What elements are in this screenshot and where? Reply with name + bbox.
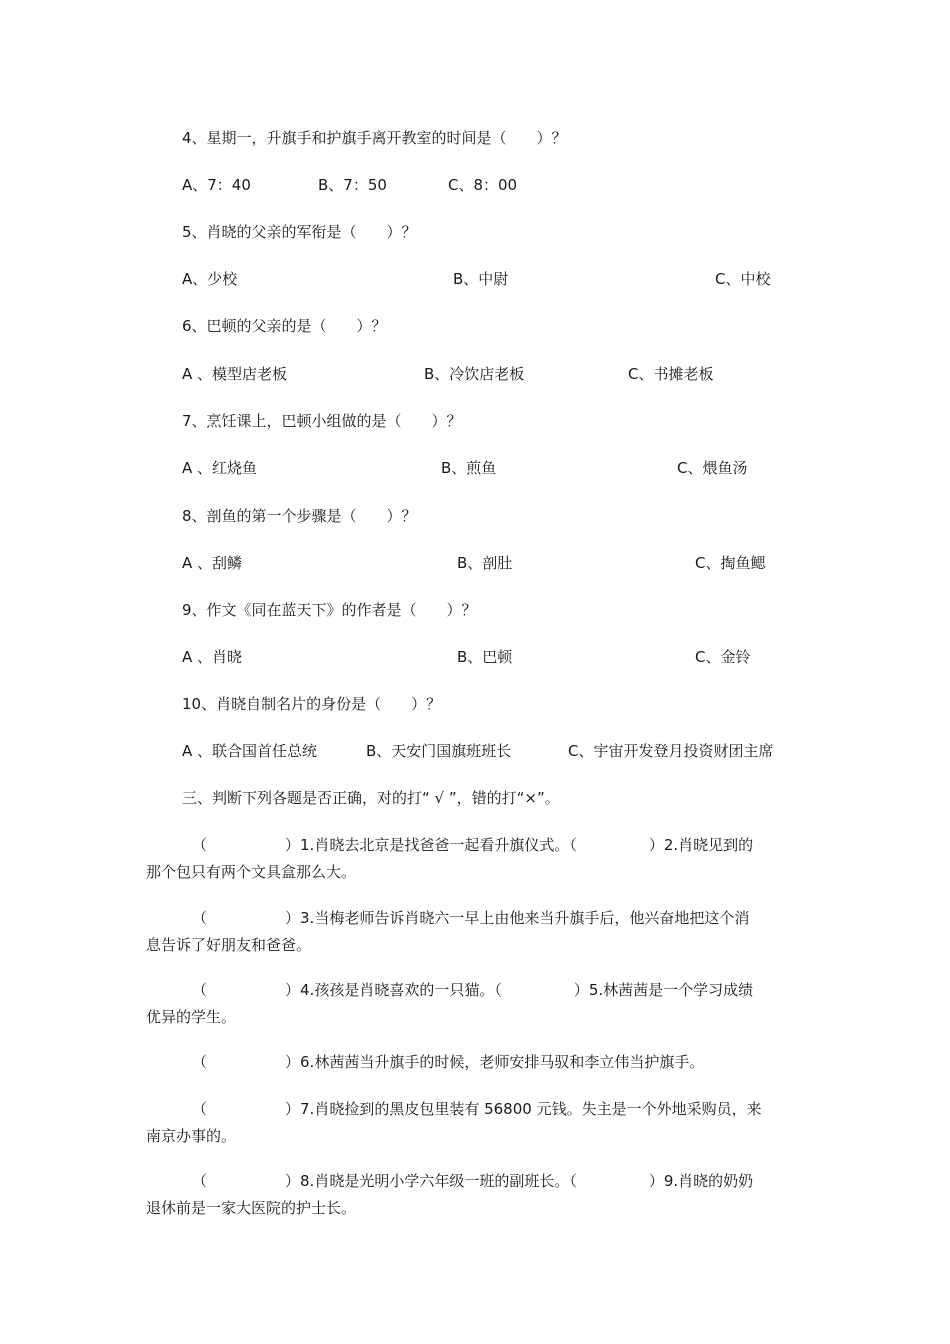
q4-option-b: B、7：50 [318,176,387,194]
q8-option-c: C、掏鱼鳃 [695,554,766,572]
statement-7: ）7.肖晓捡到的黑皮包里装有 56800 元钱。失主是一个外地采购员，来 [285,1100,762,1118]
judge-item-4-5 [146,977,806,1031]
q8-option-b: B、剖肚 [457,554,513,572]
statement-4: ）4.孩孩是肖晓喜欢的一只猫。（ [285,981,502,999]
q4-option-c: C、8：00 [448,176,518,194]
q10-option-c: C、宇宙开发登月投资财团主席 [568,742,774,760]
q9-option-a: A 、肖晓 [182,648,243,666]
statement-6: ）6.林茜茜当升旗手的时候，老师安排马驭和李立伟当护旗手。 [285,1053,705,1071]
blank-open: （ [192,1172,208,1190]
statement-9-cont: 退休前是一家大医院的护士长。 [146,1199,357,1217]
q4-option-a: A、7：40 [182,176,251,194]
question-9: 9、作文《同在蓝天下》的作者是（ ）？ [182,601,477,619]
question-7: 7、烹饪课上，巴顿小组做的是（ ）？ [182,412,462,430]
blank-open: （ [192,1100,208,1118]
q7-option-b: B、煎鱼 [441,459,497,477]
q9-option-b: B、巴顿 [457,648,513,666]
blank-open: （ [192,981,208,999]
judge-item-8-9 [146,1168,806,1222]
blank-open: （ [192,1053,208,1071]
q6-option-b: B、冷饮店老板 [424,365,525,383]
statement-7-cont: 南京办事的。 [146,1127,237,1145]
statement-8: ）8.肖晓是光明小学六年级一班的副班长。（ [285,1172,577,1190]
question-6: 6、巴顿的父亲的是（ ）？ [182,317,387,335]
question-5: 5、肖晓的父亲的军衔是（ ）？ [182,223,417,241]
statement-9: ）9.肖晓的奶奶 [648,1172,754,1190]
blank-open: （ [192,836,208,854]
q7-option-c: C、煨鱼汤 [677,459,748,477]
q5-option-a: A、少校 [182,270,238,288]
judge-item-3 [146,905,806,959]
section-3-heading: 三、判断下列各题是否正确，对的打“ √ ”，错的打“×”。 [182,789,560,807]
q5-option-b: B、中尉 [453,270,509,288]
question-8: 8、剖鱼的第一个步骤是（ ）？ [182,507,417,525]
q9-option-c: C、金铃 [695,648,751,666]
statement-3: ）3.当梅老师告诉肖晓六一早上由他来当升旗手后，他兴奋地把这个消 [285,909,750,927]
q6-option-c: C、书摊老板 [628,365,714,383]
q8-option-a: A 、刮鳞 [182,554,243,572]
q6-option-a: A 、模型店老板 [182,365,288,383]
blank-open: （ [192,909,208,927]
statement-2-cont: 那个包只有两个文具盒那么大。 [146,863,357,881]
judge-item-7 [146,1096,806,1150]
statement-5-cont: 优异的学生。 [146,1008,237,1026]
judge-item-1-2 [146,832,806,886]
question-10: 10、肖晓自制名片的身份是（ ）？ [182,695,442,713]
question-4: 4、星期一，升旗手和护旗手离开教室的时间是（ ）？ [182,129,567,147]
statement-2: ）2.肖晓见到的 [648,836,754,854]
statement-5: ）5.林茜茜是一个学习成绩 [573,981,754,999]
statement-3-cont: 息告诉了好朋友和爸爸。 [146,936,312,954]
q7-option-a: A 、红烧鱼 [182,459,258,477]
statement-1: ）1.肖晓去北京是找爸爸一起看升旗仪式。（ [285,836,577,854]
judge-item-6 [146,1049,806,1076]
q10-option-a: A 、联合国首任总统 [182,742,318,760]
q5-option-c: C、中校 [715,270,771,288]
q10-option-b: B、天安门国旗班班长 [366,742,512,760]
